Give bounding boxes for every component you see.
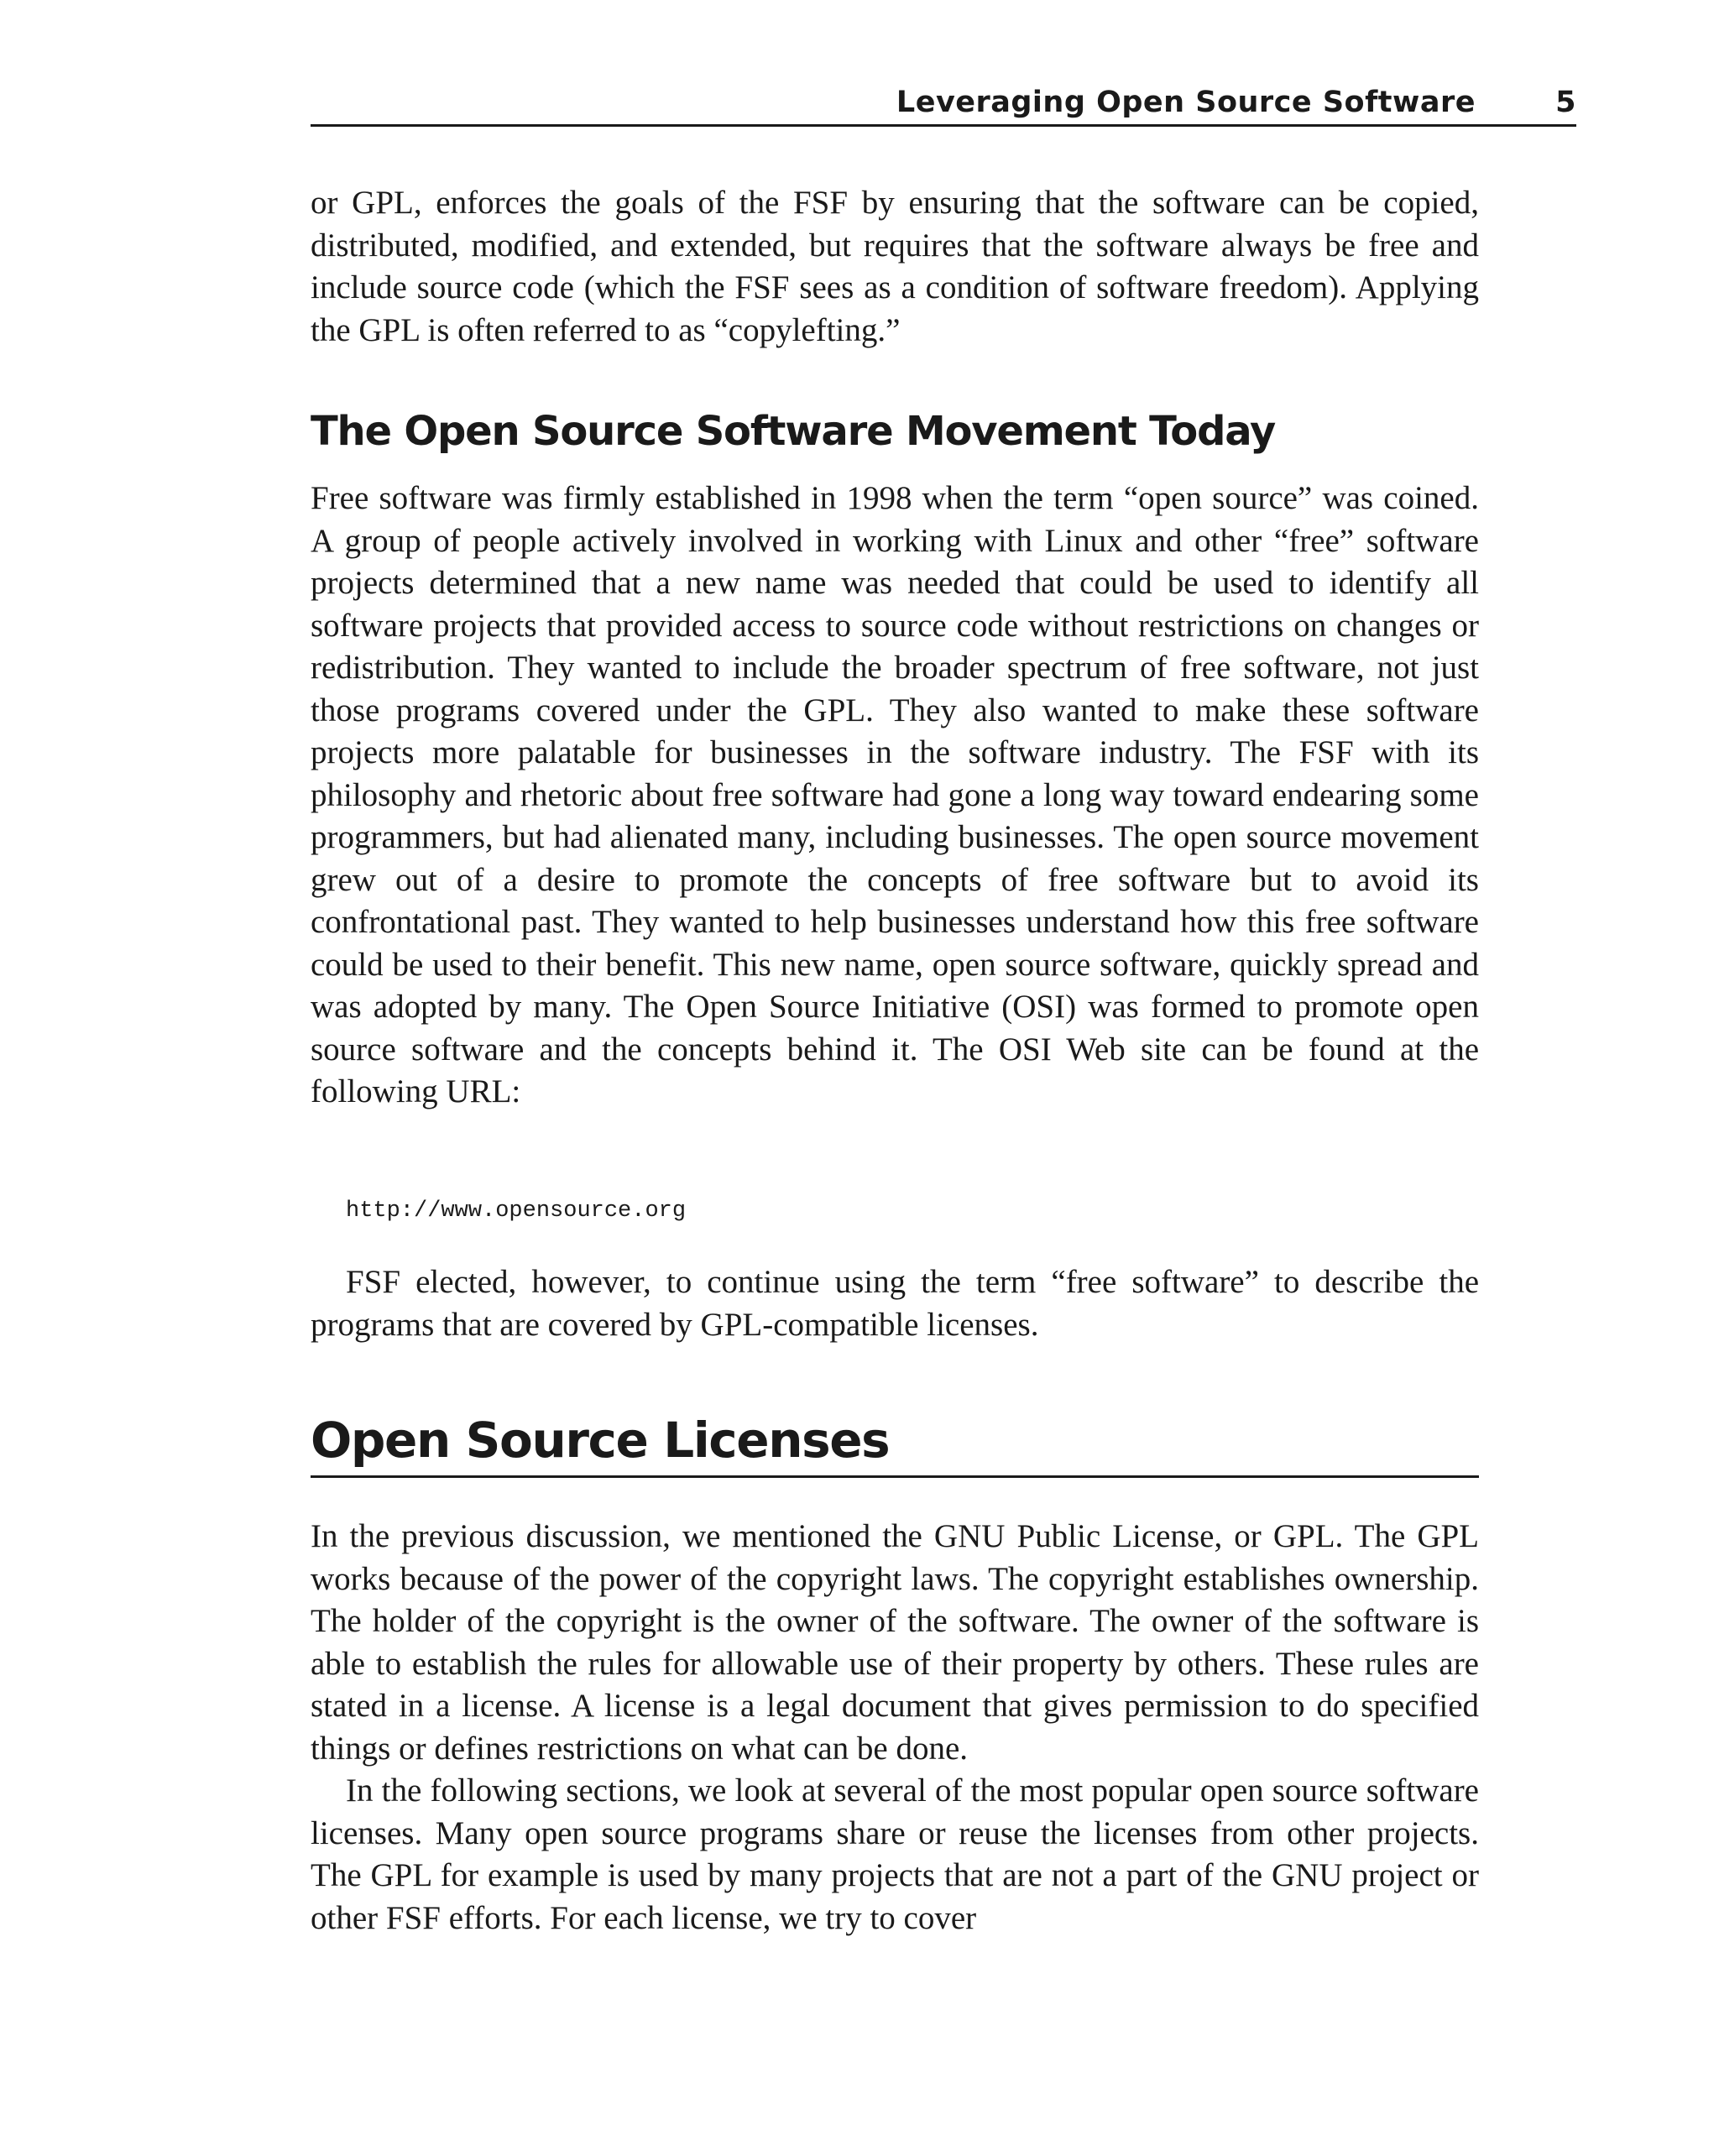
osi-url-code: http://www.opensource.org xyxy=(346,1198,687,1224)
paragraph-gpl-intro: or GPL, enforces the goals of the FSF by ensuring that the software can be copied, distributed, modified, and extended, but requires that the software always be free and include source code (which the FSF sees as a condition of software freedom). Applying the GPL is often referred to as “copylefting.” xyxy=(311,185,1479,348)
section-heading-licenses: Open Source Licenses xyxy=(311,1410,1479,1478)
paragraph-gpl-intro-block xyxy=(311,182,1479,352)
section-heading-movement: The Open Source Software Movement Today xyxy=(311,408,1276,455)
running-header xyxy=(311,81,1576,127)
paragraph-fsf-elected: FSF elected, however, to continue using the term “free software” to describe the programs that are covered by GPL-compatible licenses. xyxy=(311,1264,1479,1343)
running-header-title: Leveraging Open Source Software xyxy=(896,86,1476,119)
code-block xyxy=(311,1194,1479,1228)
paragraph-movement-block xyxy=(311,478,1479,1114)
paragraph-fsf-block xyxy=(311,1261,1479,1346)
paragraph-movement: Free software was firmly established in 1998 when the term “open source” was coined. A group of people actively involved in working with Linux and other “free” software projects determined that a new name was needed that could be used to identify all software projects that provided access to source code without restrictions on changes or redistribution. They wanted to include the broader spectrum of free software, not just those programs covered under the GPL. They also wanted to make these software projects more palatable for businesses in the software industry. The FSF with its philosophy and rhetoric about free software had gone a long way toward endearing some programmers, but had alienated many, including businesses. The open source movement grew out of a desire to promote the concepts of free software but to avoid its confrontational past. They wanted to help businesses understand how this free software could be used to their benefit. This new name, open source software, quickly spread and was adopted by many. The Open Source Initiative (OSI) was formed to promote open source software and the concepts behind it. The OSI Web site can be found at the following URL: xyxy=(311,480,1479,1109)
heading-movement-block xyxy=(311,406,1479,457)
paragraph-licenses-intro: In the previous discussion, we mentioned the GNU Public License, or GPL. The GPL works because of the power of the copyright laws. The copyright establishes ownership. The holder of the copyright is the owner of the software. The owner of the software is able to establish the rules for allowable use of their property by others. These rules are stated in a license. A license is a legal document that gives permission to do specified things or defines restrictions on what can be done. xyxy=(311,1518,1479,1767)
document-page xyxy=(311,0,1576,2156)
paragraph-licenses-following: In the following sections, we look at several of the most popular open source software licenses. Many open source programs share or reuse the licenses from other projects. The GPL for example is used by many projects that are not a part of the GNU project or other FSF efforts. For each license, we try to cover xyxy=(311,1772,1479,1936)
page-number: 5 xyxy=(1555,86,1576,119)
paragraph-licenses-block xyxy=(311,1516,1479,1939)
heading-licenses-block xyxy=(311,1410,1479,1478)
